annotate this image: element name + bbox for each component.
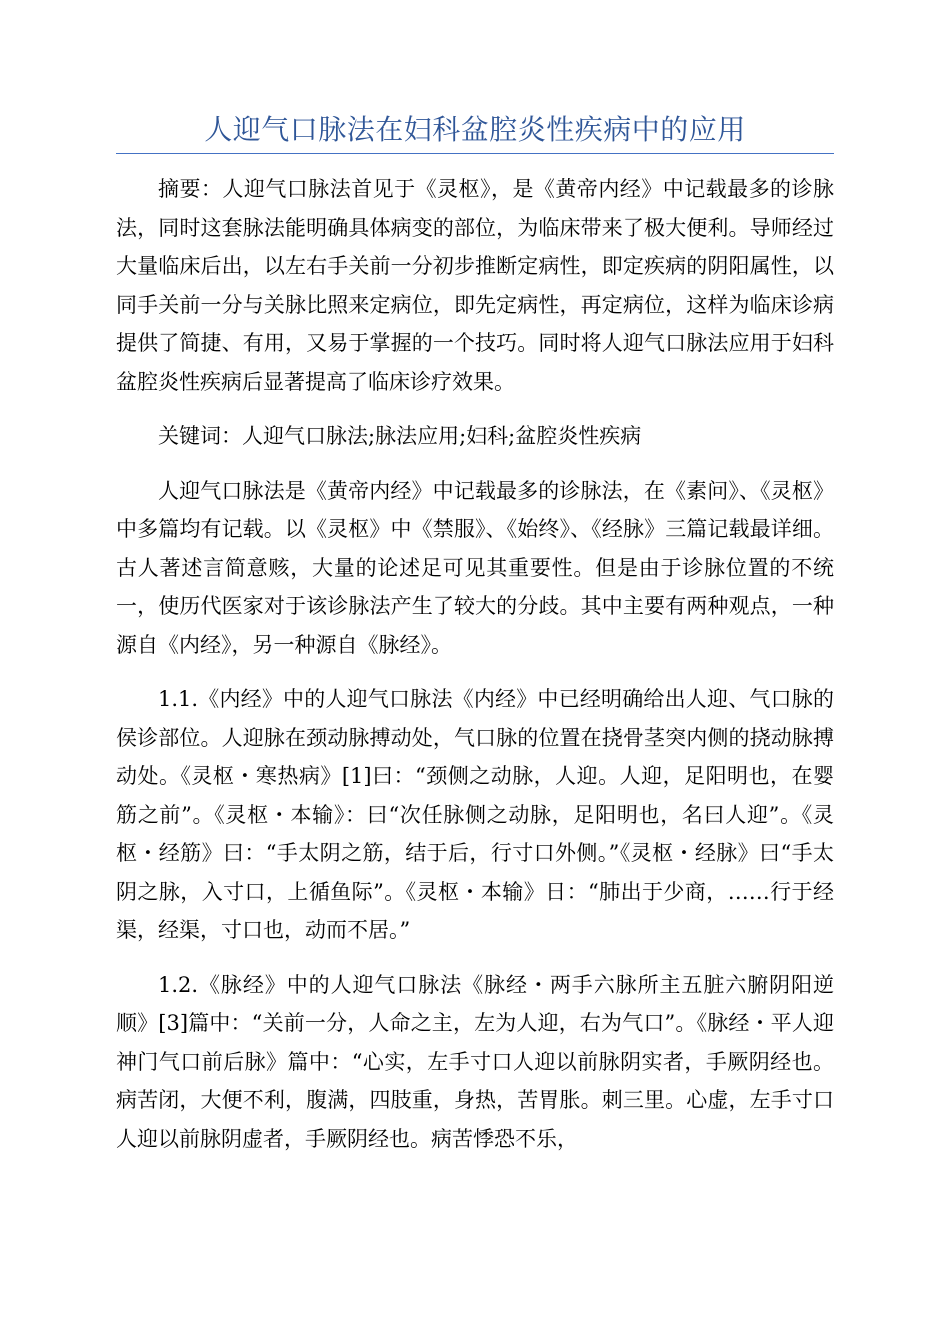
section-1-2-paragraph: 1.2.《脉经》中的人迎气口脉法《脉经・两手六脉所主五脏六腑阴阳逆顺》[3]篇中：“关前一分，人命之主，左为人迎，右为气口”。《脉经・平人迎神门气口前后脉》篇中：“心实，左手寸口人迎以前脉阴实者，手厥阴经也。病苦闭，大便不利，腹满，四肢重，身热，苦胃胀。刺三里。心虚，左手寸口人迎以前脉阴虚者，手厥阴经也。病苦悸恐不乐， [116, 972, 834, 1151]
abstract-paragraph: 摘要：人迎气口脉法首见于《灵枢》，是《黄帝内经》中记载最多的诊脉法，同时这套脉法能明确具体病变的部位，为临床带来了极大便利。导师经过大量临床后出，以左右手关前一分初步推断定病性，即定疾病的阴阳属性，以同手关前一分与关脉比照来定病位，即先定病性，再定病位，这样为临床诊病提供了简捷、有用，又易于掌握的一个技巧。同时将人迎气口脉法应用于妇科盆腔炎性疾病后显著提高了临床诊疗效果。 [116, 177, 834, 394]
intro-paragraph: 人迎气口脉法是《黄帝内经》中记载最多的诊脉法，在《素问》、《灵枢》中多篇均有记载。以《灵枢》中《禁服》、《始终》、《经脉》三篇记载最详细。古人著述言简意赅，大量的论述足可见其重要性。但是由于诊脉位置的不统一，使历代医家对于该诊脉法产生了较大的分歧。其中主要有两种观点，一种源自《内经》，另一种源自《脉经》。 [116, 478, 834, 657]
title-underline [116, 153, 834, 154]
section-1-1-paragraph: 1.1.《内经》中的人迎气口脉法《内经》中已经明确给出人迎、气口脉的侯诊部位。人迎脉在颈动脉搏动处，气口脉的位置在挠骨茎突内侧的挠动脉搏动处。《灵枢・寒热病》[1]曰：“颈侧之动脉，人迎。人迎，足阳明也，在婴筋之前”。《灵枢・本输》：曰“次任脉侧之动脉，足阳明也，名曰人迎”。《灵枢・经筋》曰：“手太阴之筋，结于后，行寸口外侧。”《灵枢・经脉》曰“手太阴之脉，入寸口，上循鱼际”。《灵枢・本输》日：“肺出于少商，……行于经渠，经渠，寸口也，动而不居。” [116, 687, 834, 942]
document-body [116, 170, 834, 1174]
keywords-paragraph: 关键词：人迎气口脉法;脉法应用;妇科;盆腔炎性疾病 [158, 424, 642, 448]
document-title: 人迎气口脉法在妇科盆腔炎性疾病中的应用 [204, 113, 746, 146]
